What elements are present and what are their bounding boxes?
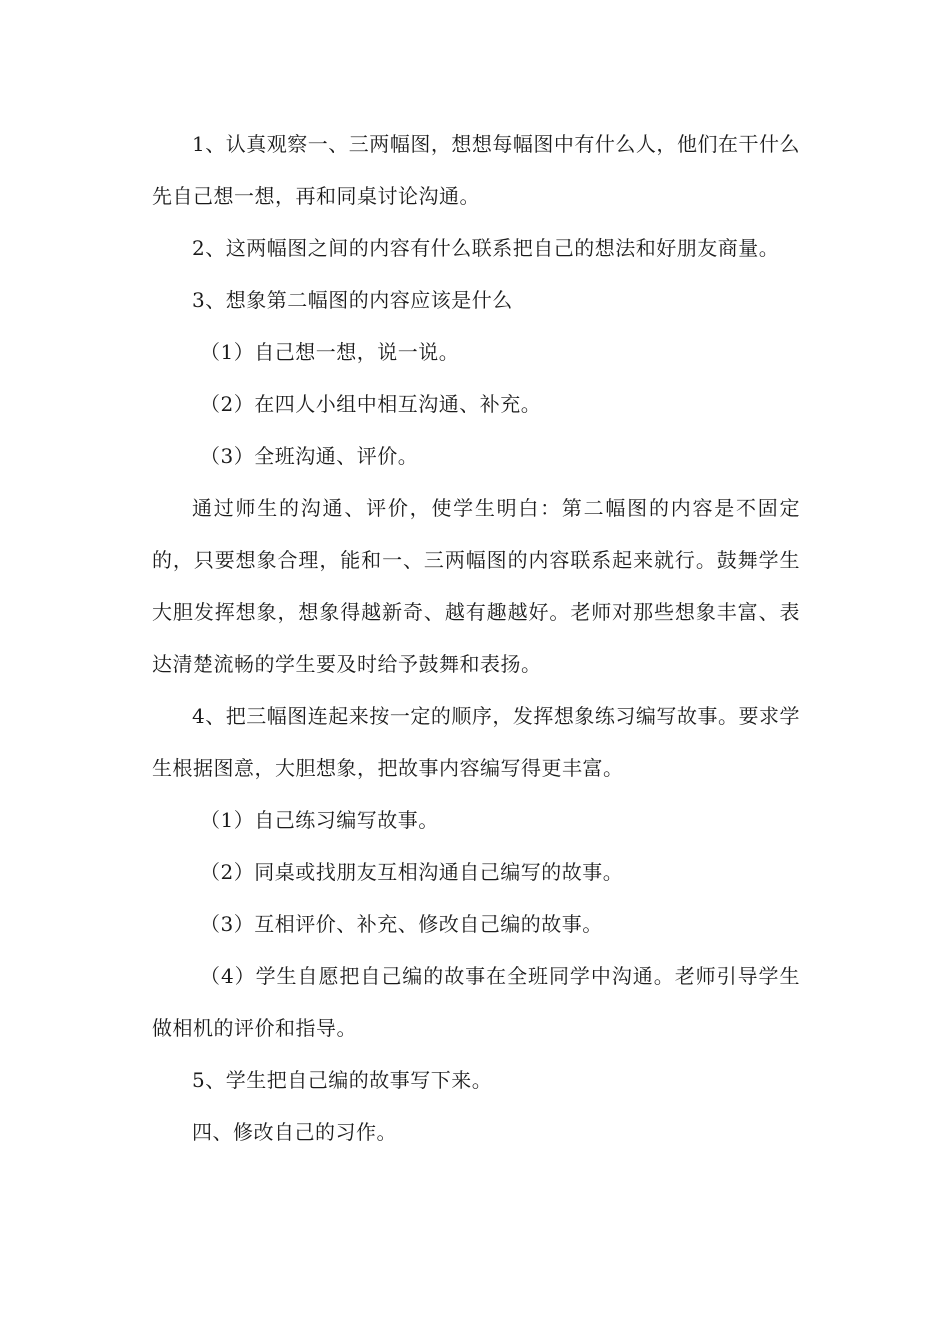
paragraph-step-4: 4、把三幅图连起来按一定的顺序，发挥想象练习编写故事。要求学生根据图意，大胆想象，把故事内容编写得更丰富。 (152, 704, 800, 780)
paragraph-step-4-sub-1: （1）自己练习编写故事。 (200, 808, 439, 832)
paragraph-step-4-sub-3: （3）互相评价、补充、修改自己编的故事。 (200, 912, 603, 936)
document-body (152, 118, 800, 1158)
paragraph-step-4-sub-4: （4）学生自愿把自己编的故事在全班同学中沟通。老师引导学生做相机的评价和指导。 (152, 964, 800, 1040)
paragraph-step-3-sub-1: （1）自己想一想，说一说。 (200, 340, 460, 364)
paragraph-explanation: 通过师生的沟通、评价，使学生明白：第二幅图的内容是不固定的，只要想象合理，能和一、三两幅图的内容联系起来就行。鼓舞学生大胆发挥想象，想象得越新奇、越有趣越好。老师对那些想象丰富、表达清楚流畅的学生要及时给予鼓舞和表扬。 (152, 496, 800, 676)
paragraph-section-four: 四、修改自己的习作。 (192, 1120, 397, 1144)
paragraph-step-2: 2、这两幅图之间的内容有什么联系把自己的想法和好朋友商量。 (192, 236, 780, 260)
paragraph-step-4-sub-2: （2）同桌或找朋友互相沟通自己编写的故事。 (200, 860, 624, 884)
paragraph-step-3-sub-3: （3）全班沟通、评价。 (200, 444, 419, 468)
paragraph-step-3-sub-2: （2）在四人小组中相互沟通、补充。 (200, 392, 542, 416)
paragraph-step-3: 3、想象第二幅图的内容应该是什么 (192, 288, 513, 312)
paragraph-step-1: 1、认真观察一、三两幅图，想想每幅图中有什么人，他们在干什么先自己想一想，再和同桌讨论沟通。 (152, 132, 800, 208)
paragraph-step-5: 5、学生把自己编的故事写下来。 (192, 1068, 493, 1092)
